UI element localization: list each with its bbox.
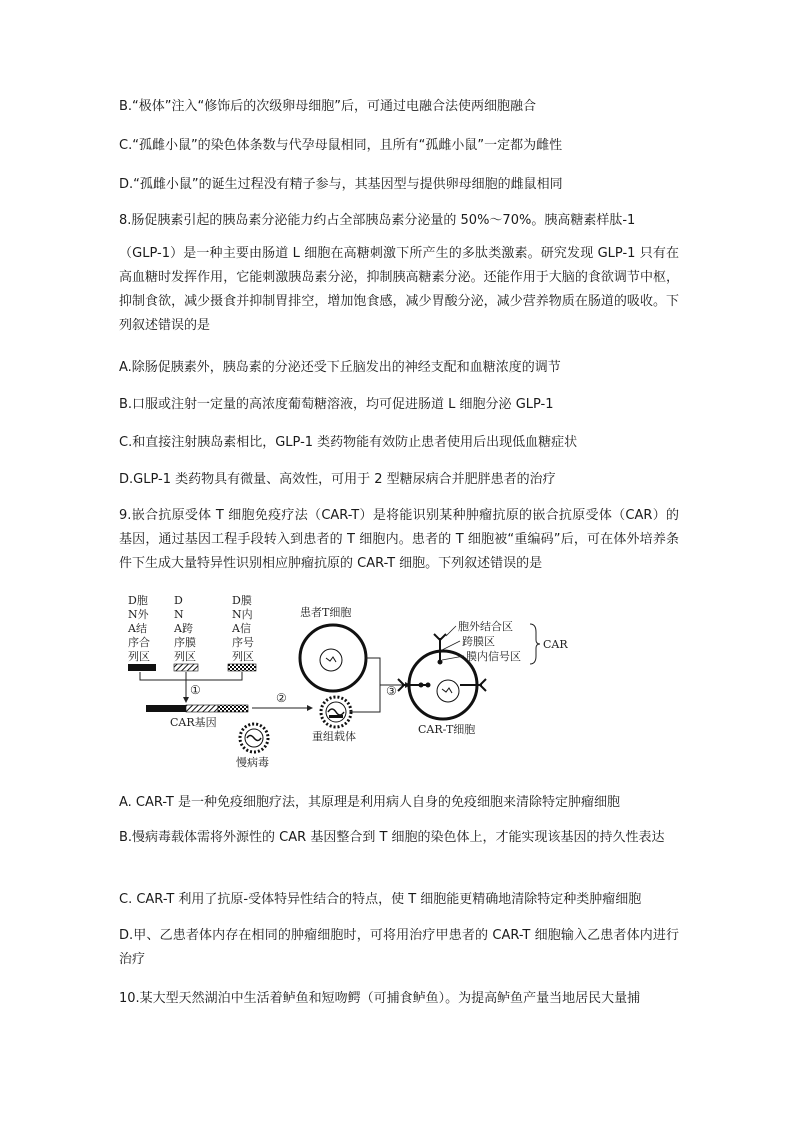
patient-t-cell-icon [300, 625, 366, 691]
q8-option-a: A.除肠促胰素外，胰岛素的分泌还受下丘脑发出的神经支配和血糖浓度的调节 [119, 360, 561, 375]
car-gene-bar-black [146, 705, 186, 712]
seg1-label-line: D胞 [128, 594, 148, 607]
step3-label: ③ [386, 684, 397, 698]
intracellular-label: 膜内信号区 [466, 650, 521, 663]
seg2-label [173, 594, 196, 663]
seg2-label-line: 序膜 [174, 636, 196, 649]
q7-option-d: D.“孤雌小鼠”的诞生过程没有精子参与，其基因型与提供卵母细胞的雌鼠相同 [119, 177, 563, 192]
lentivirus-icon [240, 724, 268, 752]
car-label: CAR [543, 638, 568, 651]
seg3-label-line: D膜 [232, 594, 252, 607]
q8-option-d: D.GLP-1 类药物具有微量、高效性，可用于 2 型糖尿病合并肥胖患者的治疗 [119, 472, 556, 487]
q7-option-c: C.“孤雌小鼠”的染色体条数与代孕母鼠相同，且所有“孤雌小鼠”一定都为雌性 [119, 138, 563, 153]
seg2-label-line: 列区 [174, 650, 196, 663]
seg3-label-line: N内 [232, 608, 253, 621]
q9-option-c: C. CAR-T 利用了抗原-受体特异性结合的特点，使 T 细胞能更精确地清除特定种类肿瘤细胞 [119, 892, 642, 907]
seg3-label-line: 列区 [232, 650, 254, 663]
q7-option-b: B.“极体”注入“修饰后的次级卵母细胞”后，可通过电融合法使两细胞融合 [119, 99, 536, 114]
seg3-label [231, 593, 254, 663]
recombinant-vector-icon [321, 697, 351, 727]
q9-stem: 9.嵌合抗原受体 T 细胞免疫疗法（CAR-T）是将能识别某种肿瘤抗原的嵌合抗原受体（CAR）的基因，通过基因工程手段转入到患者的 T 细胞内。患者的 T 细胞被“重编码”后，可在体外培养条件下生成大量特异性识别相应肿瘤抗原的 CAR-T 细胞。下列叙述错误的是 [119, 508, 679, 571]
q9-option-d: D.甲、乙患者体内存在相同的肿瘤细胞时，可将用治疗甲患者的 CAR-T 细胞输入乙患者体内进行治疗 [119, 928, 679, 967]
seg1-label-line: 列区 [128, 650, 150, 663]
car-gene-bar-hatch [186, 705, 218, 712]
seg1-label-line: A结 [128, 622, 147, 635]
seg1-label [127, 594, 150, 663]
q8-option-c: C.和直接注射胰岛素相比，GLP-1 类药物能有效防止患者使用后出现低血糖症状 [119, 435, 578, 450]
seg3-label-line: 序号 [232, 636, 254, 649]
q8-option-b: B.口服或注射一定量的高浓度葡萄糖溶液，均可促进肠道 L 细胞分泌 GLP-1 [119, 397, 554, 412]
q9-option-a: A. CAR-T 是一种免疫细胞疗法，其原理是利用病人自身的免疫细胞来清除特定肿瘤细胞 [119, 795, 620, 810]
car-t-cell-label: CAR-T细胞 [418, 723, 476, 736]
q9-option-b: B.慢病毒载体需将外源性的 CAR 基因整合到 T 细胞的染色体上，才能实现该基因的持久性表达 [119, 830, 665, 845]
seg1-label-line: N外 [128, 608, 149, 621]
connector-lines [140, 672, 242, 680]
step1-label: ① [190, 683, 201, 697]
car-gene-bar-checker [218, 705, 248, 712]
seg3-bar [228, 664, 256, 671]
extracellular-label: 胞外结合区 [458, 620, 513, 633]
transmembrane-label: 跨膜区 [462, 635, 495, 648]
car-t-figure [128, 588, 583, 769]
seg2-label-line: D [174, 594, 183, 607]
recombinant-vector-label: 重组载体 [312, 730, 356, 743]
step2-label: ② [276, 691, 287, 705]
q10-stem-line1: 10.某大型天然湖泊中生活着鲈鱼和短吻鳄（可捕食鲈鱼）。为提高鲈鱼产量当地居民大量捕 [119, 991, 641, 1006]
seg1-bar [128, 664, 156, 671]
car-gene-label: CAR基因 [170, 716, 217, 729]
seg2-label-line: N [174, 608, 184, 621]
seg2-bar [174, 664, 198, 671]
lentivirus-label: 慢病毒 [236, 756, 269, 769]
car-bracket [530, 624, 540, 664]
seg3-label-line: A信 [232, 622, 251, 635]
q8-stem-line1: 8.肠促胰素引起的胰岛素分泌能力约占全部胰岛素分泌量的 50%～70%。胰高糖素样肽-1 [119, 213, 636, 228]
seg1-label-line: 序合 [128, 636, 150, 649]
seg2-label-line: A跨 [174, 622, 193, 635]
q8-stem: （GLP-1）是一种主要由肠道 L 细胞在高糖刺激下所产生的多肽类激素。研究发现 GLP-1 只有在高血糖时发挥作用，它能刺激胰岛素分泌，抑制胰高糖素分泌。还能作用于大脑的食欲调节中枢，抑制食欲，减少摄食并抑制胃排空，增加饱食感，减少胃酸分泌，减少营养物质在肠道的吸收。下列叙述错误的是 [119, 246, 679, 333]
patient-t-cell-label: 患者T细胞 [300, 606, 352, 619]
